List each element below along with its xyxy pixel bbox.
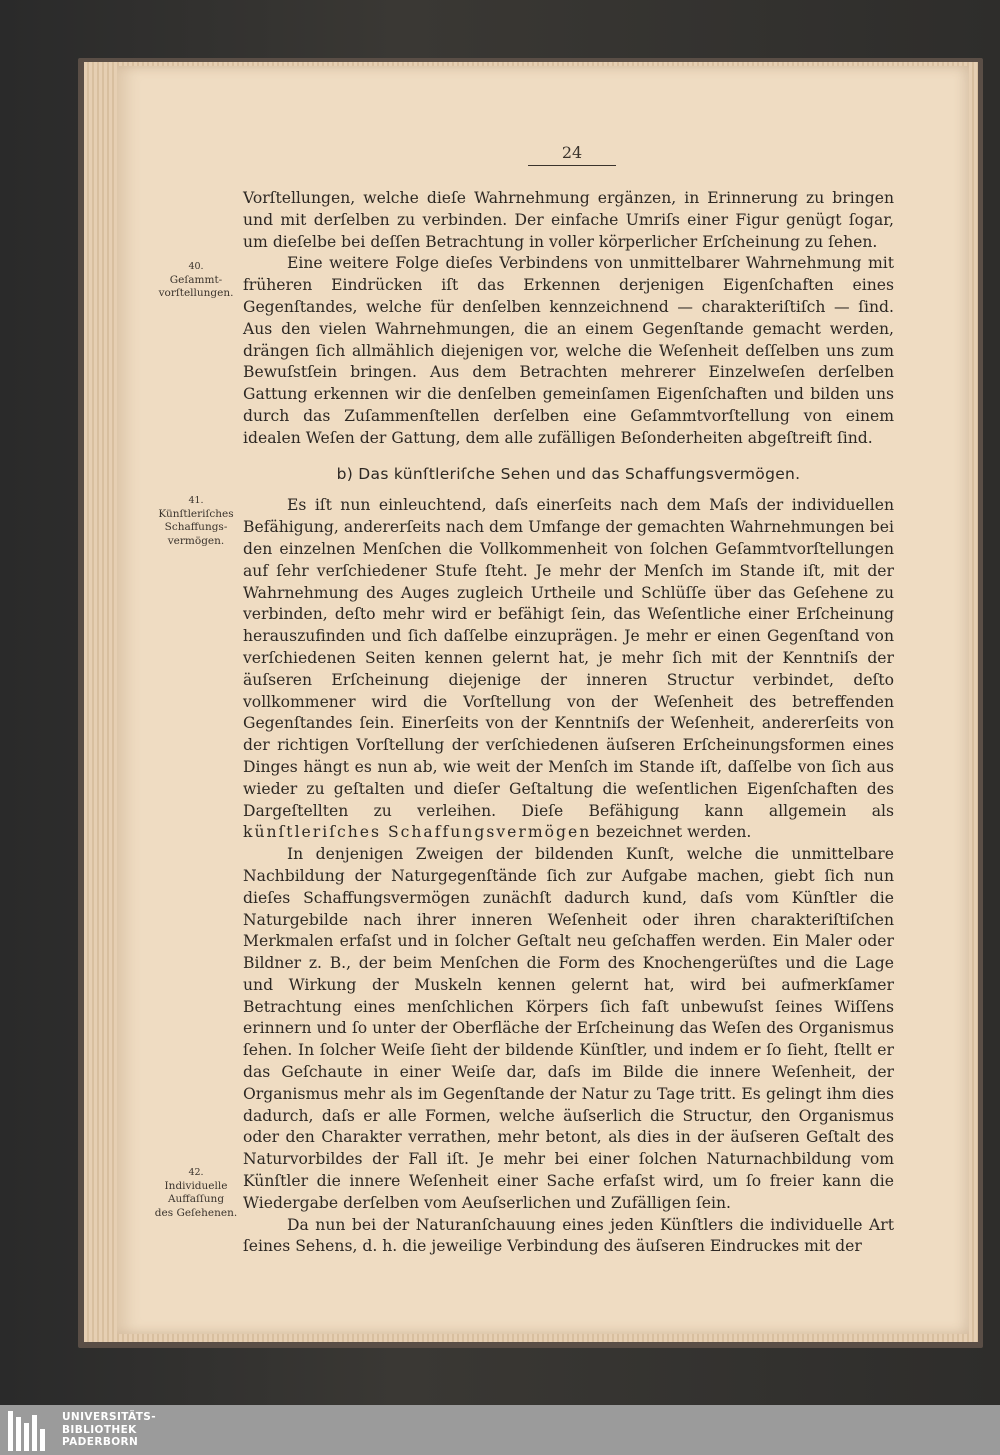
text-line: Vorſtellungen, welche dieſe Wahrnehmung ergänzen, in Erinnerung zu bringen und [243,189,894,229]
paragraph-41 [243,495,894,844]
margin-note-line: vorſtellungen. [158,287,234,299]
margin-note-line: Schaffungs- [164,521,228,533]
library-name [62,1411,156,1449]
text-line: dieſelbe bei deſſen Betrachtung in voller körperlicher Erſcheinung zu ſehen. [272,232,878,251]
paragraph-41-end: bezeichnet werden. [596,823,752,842]
margin-note-42 [150,1166,242,1220]
margin-note-number: 40. [188,261,204,272]
page-number: 24 [528,144,616,166]
spaced-term: künſtleriſches Schaffungsvermögen [243,823,592,842]
margin-note-line: Auffaſſung [167,1193,225,1205]
library-name-line: PADERBORN [62,1436,139,1448]
paragraph-40: Eine weitere Folge dieſes Verbindens von unmittelbarer Wahrnehmung mit früheren Eindrücken iſt das Erkennen derjenigen Eigenſchaften eines Gegenſtandes, welche für denſelben kennzeichnend — charakteriſtiſch — ſind. Aus den vielen Wahrnehmungen, die an einem Gegenſtande gemacht werden, drängen ſich allmählich diejenigen vor, welche die Weſenheit deſſelben uns zum Bewuſstſein bringen. Aus dem Betrachten mehrerer Einzelweſen derſelben Gattung erkennen wir die denſelben gemeinſamen Eigenſchaften und bilden uns durch das Zuſammenſtellen derſelben eine Geſammtvorſtellung von einem idealen Weſen der Gattung, dem alle zufälligen Beſonderheiten abgeſtreift ſind. [243,254,894,447]
library-name-line: BIBLIOTHEK [62,1423,137,1436]
margin-note-line: Geſammt- [169,273,223,286]
margin-note-line: vermögen. [167,534,225,547]
section-heading: b) Das künſtleriſche Sehen und das Schaffungsvermögen. [336,464,801,483]
paragraph-42: Da nun bei der Naturanſchauung eines jeden Künſtlers die individuelle Art ſeines Sehens, d. h. die jeweilige Verbindung des äuſseren Eindruckes mit der [243,1215,894,1256]
margin-note-line: Künſtleriſches [158,507,234,520]
paragraph-41-text: Es iſt nun einleuchtend, daſs einerſeits nach dem Maſs der individuellen Befähigung, andererſeits nach dem Umfange der gemachten Wahrnehmungen bei den einzelnen Menſchen die Vollkommenheit von ſolchen Geſammtvorſtellungen auf ſehr verſchiedener Stufe ſteht. Je mehr der Menſch im Stande iſt, mit der Wahrnehmung des Auges zugleich Urtheile und Schlüſſe über das Geſehene zu verbinden, deſto mehr wird er befähigt ſein, das Weſentliche einer Erſcheinung herauszufinden und ſich daſſelbe einzuprägen. Je mehr er einen Gegenſtand von verſchiedenen Seiten kennen gelernt hat, je mehr ſich mit der Kenntniſs der äuſseren Erſcheinung diejenige der inneren Structur verbindet, deſto vollkommener wird die Vorſtellung von der Weſenheit des betreffenden Gegenſtandes ſein. Einerſeits von der Kenntniſs der Weſenheit, andererſeits von der richtigen Vorſtellung der verſchiedenen äuſseren Erſcheinungsformen eines Dinges hängt es nun ab, wie weit der Menſch im Stande iſt, daſſelbe von ſich aus wieder zu geſtalten und dieſer Geſtaltung die weſentlichen Eigenſchaften des Dargeſtellten zu verleihen. Dieſe Befähigung kann allgemein als [243,496,894,820]
margin-note-number: 42. [188,1167,204,1178]
margin-note-number: 41. [188,495,204,506]
library-name-line: UNIVERSITÄTS- [62,1411,157,1423]
library-footer [0,1405,1000,1455]
body-text [243,188,894,1258]
margin-note-line: des Geſehenen. [154,1206,238,1219]
margin-note-40 [150,260,242,301]
paragraph-continued [243,188,894,253]
paragraph-41b: In denjenigen Zweigen der bildenden Kunſt, welche die unmittelbare Nachbildung der Naturgegenſtände ſich zur Aufgabe machen, giebt ſich nun dieſes Schaffungsvermögen zunächſt dadurch kund, daſs vom Künſtler die Naturgebilde nach ihrer inneren Weſenheit oder ihren charakteriſtiſchen Merkmalen erfaſst und in ſolcher Geſtalt neu geſchaffen werden. Ein Maler oder Bildner z. B., der beim Menſchen die Form des Knochengerüſtes und die Lage und Wirkung der Muskeln kennen gelernt hat, wird bei aufmerkſamer Betrachtung eines menſchlichen Körpers ſich faſt unbewuſst ſeines Wiſſens erinnern und ſo unter der Oberfläche der Erſcheinung das Weſen des Organismus ſehen. In ſolcher Weiſe ſieht der bildende Künſtler, und indem er ſo ſieht, ſtellt er das Geſchaute in einer Weiſe dar, daſs im Bilde die innere Weſenheit, der Organismus mehr als im Gegenſtande der Natur zu Tage tritt. Es gelingt ihm dies dadurch, daſs er alle Formen, welche äuſserlich die Structur, den Organismus oder den Charakter verrathen, mehr betont, als dies in der äuſseren Geſtalt des Naturvorbildes der Fall iſt. Je mehr bei einer ſolchen Naturnachbildung vom Künſtler die innere Weſenheit einer Sache erfaſst wird, um ſo freier kann die Wiedergabe derſelben vom Aeuſserlichen und Zufälligen ſein. [243,845,894,1212]
text-line: mit derſelben zu verbinden. Der einfache Umriſs einer Figur genügt ſogar, um [243,210,894,251]
margin-note-line: Individuelle [164,1179,228,1192]
library-logo-icon [8,1411,53,1451]
margin-note-41 [150,494,242,548]
